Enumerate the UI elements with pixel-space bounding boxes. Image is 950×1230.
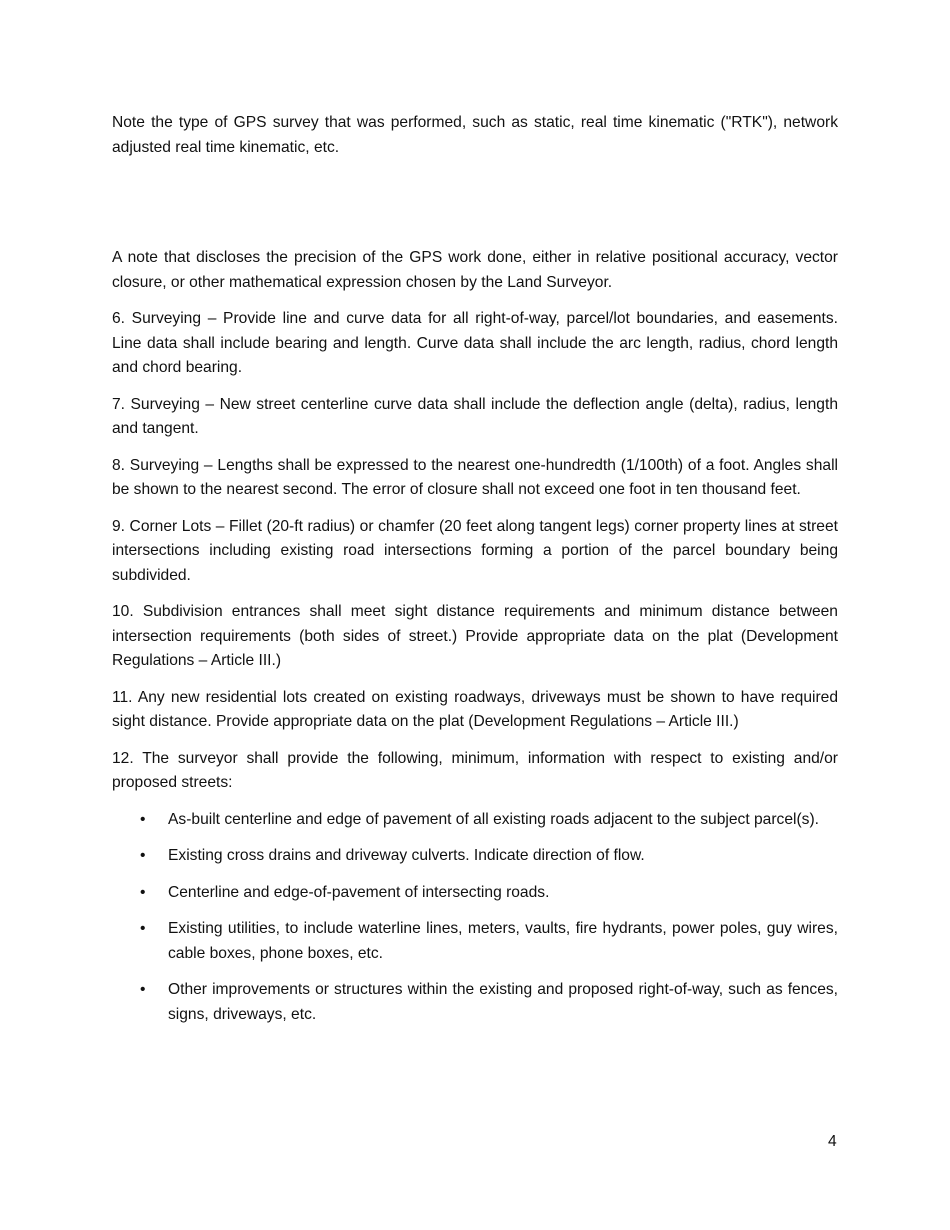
list-item-text: Existing cross drains and driveway culverts. Indicate direction of flow. [168,847,645,864]
bullet-icon: • [140,847,146,864]
bullet-icon: • [140,810,146,828]
list-item-text: Centerline and edge-of-pavement of intersecting roads. [168,883,550,901]
item-7-surveying-centerline: 7. Surveying – New street centerline curve data shall include the deflection angle (delta), radius, length and tangent. [112,395,838,437]
list-item [112,917,838,966]
bullet-icon: • [140,883,146,901]
list-item-text: As-built centerline and edge of pavement of all existing roads adjacent to the subject parcel(s). [168,810,819,828]
gps-precision-note: A note that discloses the precision of the GPS work done, either in relative positional accuracy, vector closure, or other mathematical expression chosen by the Land Surveyor. [112,249,838,291]
item-6-surveying-line-curve: 6. Surveying – Provide line and curve data for all right-of-way, parcel/lot boundaries, and easements. Line data shall include bearing and length. Curve data shall include the arc length, radius, chord length and chord bearing. [112,310,838,376]
item-11-residential-lots: 11. Any new residential lots created on existing roadways, driveways must be shown to have required sight distance. Provide appropriate data on the plat (Development Regulations – Article III.) [112,688,838,730]
gps-survey-type-note: Note the type of GPS survey that was performed, such as static, real time kinematic ("RTK"), network adjusted real time kinematic, etc. [112,114,838,156]
list-item [112,978,838,1027]
page-number: 4 [828,1133,837,1150]
document-page [112,111,838,1039]
list-item-text: Existing utilities, to include waterline lines, meters, vaults, fire hydrants, power poles, guy wires, cable boxes, phone boxes, etc. [168,920,838,962]
list-item-text: Other improvements or structures within the existing and proposed right-of-way, such as fences, signs, driveways, etc. [168,981,838,1023]
street-information-list [112,808,838,1028]
item-12-street-information: 12. The surveyor shall provide the following, minimum, information with respect to existing and/or proposed streets: [112,749,838,791]
item-10-subdivision-entrances: 10. Subdivision entrances shall meet sight distance requirements and minimum distance between intersection requirements (both sides of street.) Provide appropriate data on the plat (Development Regulations – Article III.) [112,603,838,669]
bullet-icon: • [140,981,146,998]
list-item [112,844,838,869]
item-9-corner-lots: 9. Corner Lots – Fillet (20-ft radius) or chamfer (20 feet along tangent legs) corner property lines at street intersections including existing road intersections forming a portion of the parcel boundary being subdivided. [112,517,838,584]
item-8-surveying-lengths: 8. Surveying – Lengths shall be expressed to the nearest one-hundredth (1/100th) of a foot. Angles shall be shown to the nearest second. The error of closure shall not exceed one foot in ten thousand feet. [112,456,838,498]
bullet-icon: • [140,920,146,937]
list-item [112,881,838,906]
blank-gap [112,160,838,246]
list-item [112,808,838,833]
